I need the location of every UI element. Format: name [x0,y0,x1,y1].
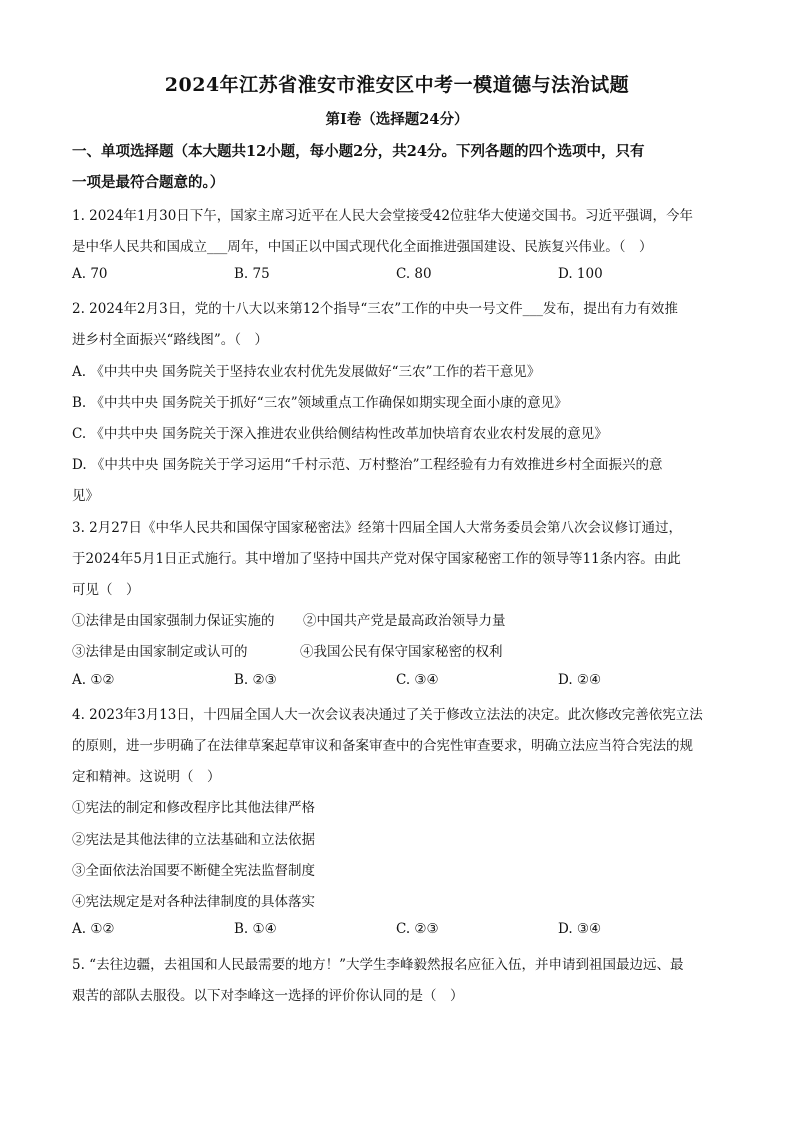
question-stem-line: 2. 2024年2月3日，党的十八大以来第12个指导“三农”工作的中央一号文件___发布，提出有力有效推 [72,301,678,317]
statement-4: ④我国公民有保守国家秘密的权利 [300,644,503,660]
option-b: B. 75 [234,266,270,282]
statement-2: ②宪法是其他法律的立法基础和立法依据 [72,832,315,848]
statement-4: ④宪法规定是对各种法律制度的具体落实 [72,894,315,910]
option-d: D. ③④ [558,921,602,937]
statement-3: ③法律是由国家制定或认可的 [72,644,248,660]
option-a: A. 70 [72,266,108,282]
option-d: D. 100 [558,266,603,282]
option-d-continued: 见》 [72,488,99,504]
option-c: C. ②③ [396,921,439,937]
option-a: A. 《中共中央 国务院关于坚持农业农村优先发展做好“三农”工作的若干意见》 [72,364,541,380]
statement-1: ①宪法的制定和修改程序比其他法律严格 [72,800,315,816]
section-instruction-line-1: 一、单项选择题（本大题共12小题，每小题2分，共24分。下列各题的四个选项中，只有 [72,143,645,160]
part-heading: 第Ⅰ卷（选择题24分） [325,111,469,128]
section-instruction-line-2: 一项是最符合题意的。） [72,174,225,191]
question-stem-line: 4. 2023年3月13日，十四届全国人大一次会议表决通过了关于修改立法法的决定。此次修改完善依宪立法 [72,707,703,723]
question-stem-line: 可见（ ） [72,582,140,598]
question-stem-line: 于2024年5月1日正式施行。其中增加了坚持中国共产党对保守国家秘密工作的领导等11条内容。由此 [72,551,681,567]
question-stem-line: 3. 2月27日《中华人民共和国保守国家秘密法》经第十四届全国人大常务委员会第八次会议修订通过， [72,520,682,536]
option-b: B. ①④ [234,921,277,937]
question-stem-line: 艰苦的部队去服役。以下对李峰这一选择的评价你认同的是（ ） [72,988,464,1004]
option-c: C. 80 [396,266,432,282]
option-a: A. ①② [72,921,115,937]
option-c: C. 《中共中央 国务院关于深入推进农业供给侧结构性改革加快培育农业农村发展的意见》 [72,426,608,442]
question-stem-line: 5. “去往边疆，去祖国和人民最需要的地方！”大学生李峰毅然报名应征入伍，并申请到祖国最边远、最 [72,957,684,973]
question-stem-line: 1. 2024年1月30日下午，国家主席习近平在人民大会堂接受42位驻华大使递交国书。习近平强调，今年 [72,208,693,224]
option-c: C. ③④ [396,672,439,688]
statement-2: ②中国共产党是最高政治领导力量 [303,613,506,629]
question-stem-line: 是中华人民共和国成立___周年，中国正以中国式现代化全面推进强国建设、民族复兴伟业。（ ） [72,239,653,255]
exam-title: 2024年江苏省淮安市淮安区中考一模道德与法治试题 [164,74,630,96]
option-a: A. ①② [72,672,115,688]
statement-3: ③全面依法治国要不断健全宪法监督制度 [72,863,315,879]
option-b: B. ②③ [234,672,277,688]
question-stem-line: 定和精神。这说明（ ） [72,769,221,785]
question-stem-line: 的原则，进一步明确了在法律草案起草审议和备案审查中的合宪性审查要求，明确立法应当符合宪法的规 [72,738,693,754]
option-b: B. 《中共中央 国务院关于抓好“三农”领域重点工作确保如期实现全面小康的意见》 [72,395,568,411]
question-stem-line: 进乡村全面振兴“路线图”。（ ） [72,332,269,348]
option-d: D. ②④ [558,672,602,688]
option-d: D. 《中共中央 国务院关于学习运用“千村示范、万村整治”工程经验有力有效推进乡村全面振兴的意 [72,457,663,473]
statement-1: ①法律是由国家强制力保证实施的 [72,613,275,629]
